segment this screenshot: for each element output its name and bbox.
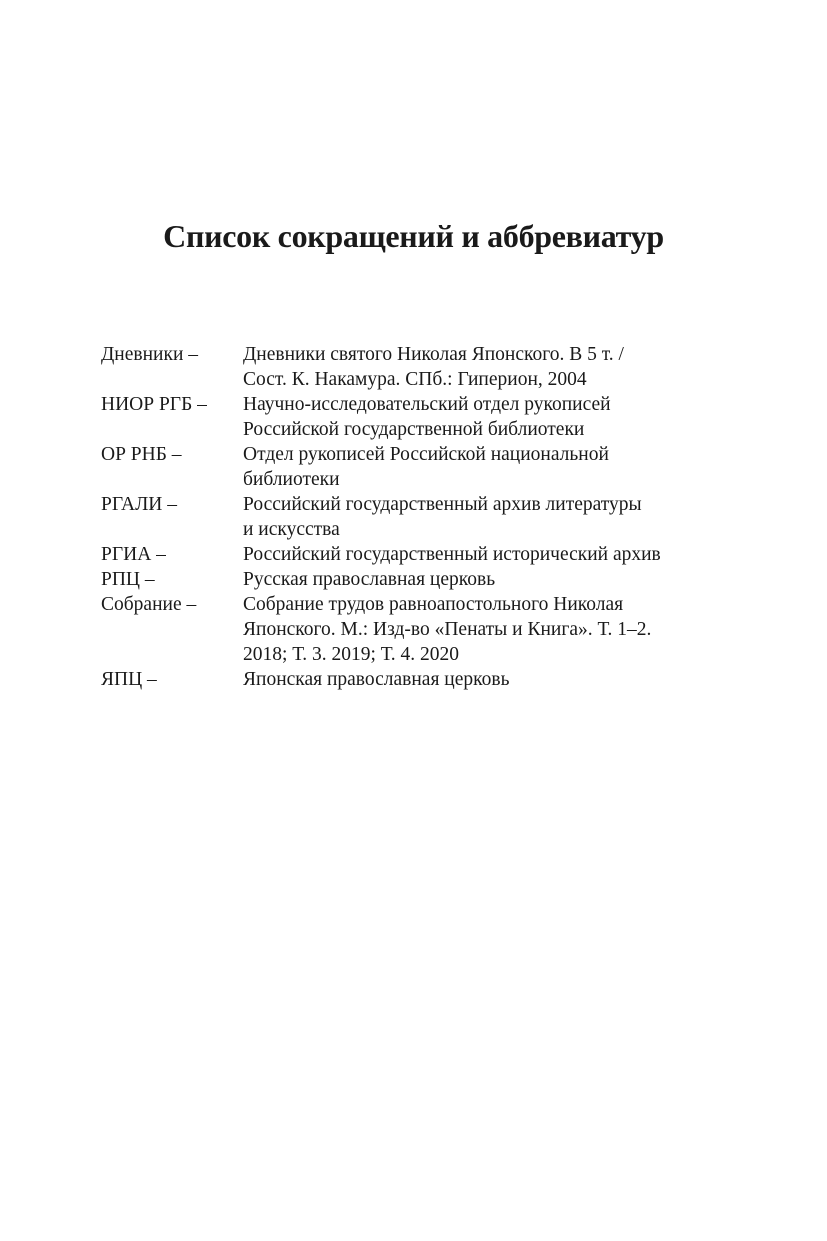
abbreviation-entry (101, 342, 741, 392)
abbreviation-term: Собрание – (101, 594, 197, 615)
abbreviation-definition (243, 392, 741, 442)
abbreviation-term: ЯПЦ – (101, 669, 157, 690)
definition-line: Научно-исследовательский отдел рукописей (243, 394, 611, 415)
abbreviation-entry (101, 592, 741, 667)
definition-line: 2018; Т. 3. 2019; Т. 4. 2020 (243, 644, 460, 665)
abbreviation-entry (101, 442, 741, 492)
definition-line: Собрание трудов равноапостольного Николая (243, 594, 624, 615)
abbreviation-definition (243, 492, 741, 542)
definition-line: Дневники святого Николая Японского. В 5 т. / (243, 344, 624, 365)
definition-line: Российский государственный исторический архив (243, 544, 661, 565)
definition-line: Японского. М.: Изд-во «Пенаты и Книга». Т. 1–2. (243, 619, 652, 640)
abbreviation-term: РГАЛИ – (101, 494, 178, 515)
abbreviation-definition (243, 442, 741, 492)
abbreviation-definition (243, 542, 741, 567)
abbreviation-term: РПЦ – (101, 569, 155, 590)
abbreviation-list (101, 342, 741, 692)
definition-line: Отдел рукописей Российской национальной (243, 444, 609, 465)
definition-line: Японская православная церковь (243, 669, 510, 690)
definition-line: Сост. К. Накамура. СПб.: Гиперион, 2004 (243, 369, 587, 390)
definition-line: Российской государственной библиотеки (243, 419, 585, 440)
abbreviation-definition (243, 592, 741, 667)
definition-line: библиотеки (243, 469, 340, 490)
abbreviation-term: НИОР РГБ – (101, 394, 207, 415)
abbreviation-definition (243, 342, 741, 392)
abbreviation-definition (243, 567, 741, 592)
page-title: Список сокращений и аббревиатур (163, 218, 664, 254)
abbreviation-entry (101, 392, 741, 442)
definition-line: Российский государственный архив литературы (243, 494, 642, 515)
definition-line: Русская православная церковь (243, 569, 496, 590)
abbreviation-entry (101, 542, 741, 567)
abbreviation-definition (243, 667, 741, 692)
abbreviation-entry (101, 492, 741, 542)
abbreviation-term: РГИА – (101, 544, 166, 565)
definition-line: и искусства (243, 519, 340, 540)
abbreviation-term: ОР РНБ – (101, 444, 182, 465)
abbreviation-term: Дневники – (101, 344, 199, 365)
abbreviation-entry (101, 567, 741, 592)
abbreviation-entry (101, 667, 741, 692)
